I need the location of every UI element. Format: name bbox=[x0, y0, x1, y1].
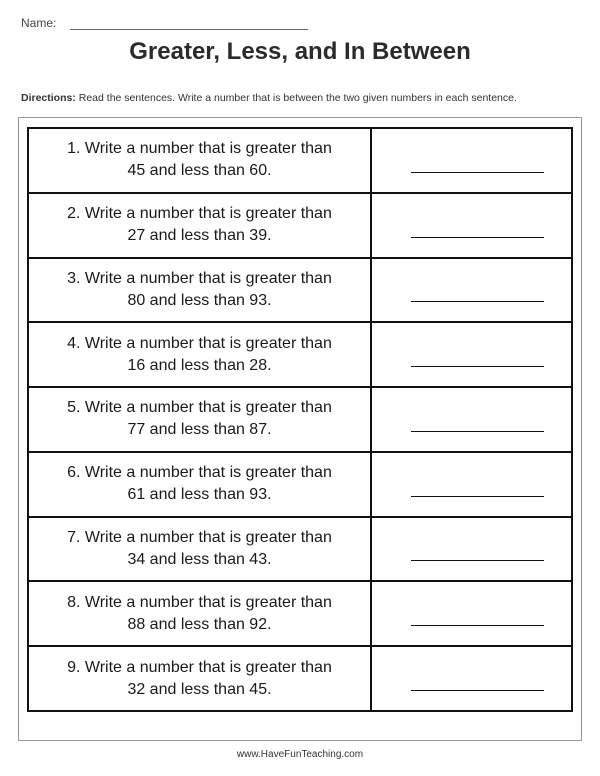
question-line-2: 27 and less than 39. bbox=[127, 227, 272, 245]
answer-cell[interactable] bbox=[371, 387, 572, 452]
name-label: Name: bbox=[21, 16, 57, 30]
answer-cell[interactable] bbox=[371, 517, 572, 582]
table-row bbox=[28, 646, 572, 711]
question-cell bbox=[28, 452, 371, 517]
question-line-2: 34 and less than 43. bbox=[127, 550, 272, 568]
question-line-2: 32 and less than 45. bbox=[127, 680, 272, 698]
question-cell bbox=[28, 646, 371, 711]
table-row bbox=[28, 581, 572, 646]
question-line-1: 8. Write a number that is greater than bbox=[67, 593, 332, 611]
answer-cell[interactable] bbox=[371, 646, 572, 711]
directions-label: Directions: bbox=[21, 92, 76, 104]
footer-site: www.HaveFunTeaching.com bbox=[236, 749, 364, 760]
table-row bbox=[28, 258, 572, 323]
question-line-1: 2. Write a number that is greater than bbox=[67, 205, 332, 223]
question-line-1: 9. Write a number that is greater than bbox=[67, 658, 332, 676]
directions bbox=[21, 92, 517, 104]
answer-blank-line bbox=[411, 496, 544, 497]
name-row bbox=[21, 16, 308, 30]
question-cell bbox=[28, 517, 371, 582]
answer-blank-line bbox=[411, 237, 544, 238]
question-line-2: 80 and less than 93. bbox=[127, 291, 272, 309]
table-row bbox=[28, 452, 572, 517]
answer-blank-line bbox=[411, 301, 544, 302]
answer-blank-line bbox=[411, 431, 544, 432]
name-blank-line bbox=[70, 17, 308, 30]
question-cell bbox=[28, 258, 371, 323]
worksheet-title: Greater, Less, and In Between bbox=[129, 38, 471, 65]
answer-cell[interactable] bbox=[371, 581, 572, 646]
question-cell bbox=[28, 193, 371, 258]
answer-cell[interactable] bbox=[371, 322, 572, 387]
answer-cell[interactable] bbox=[371, 258, 572, 323]
answer-blank-line bbox=[411, 625, 544, 626]
question-line-1: 3. Write a number that is greater than bbox=[67, 269, 332, 287]
question-line-1: 6. Write a number that is greater than bbox=[67, 464, 332, 482]
question-line-1: 1. Write a number that is greater than bbox=[67, 140, 332, 158]
table-row bbox=[28, 322, 572, 387]
table-row bbox=[28, 193, 572, 258]
answer-blank-line bbox=[411, 690, 544, 691]
answer-blank-line bbox=[411, 366, 544, 367]
question-line-1: 5. Write a number that is greater than bbox=[67, 399, 332, 417]
answer-cell[interactable] bbox=[371, 128, 572, 193]
table-row bbox=[28, 387, 572, 452]
question-cell bbox=[28, 387, 371, 452]
question-cell bbox=[28, 322, 371, 387]
question-line-2: 16 and less than 28. bbox=[127, 356, 272, 374]
table-row bbox=[28, 128, 572, 193]
question-line-1: 4. Write a number that is greater than bbox=[67, 334, 332, 352]
question-cell bbox=[28, 128, 371, 193]
answer-cell[interactable] bbox=[371, 452, 572, 517]
question-line-2: 61 and less than 93. bbox=[127, 486, 272, 504]
directions-text: Read the sentences. Write a number that is between the two given numbers in each sentence. bbox=[75, 92, 517, 104]
question-line-2: 77 and less than 87. bbox=[127, 421, 272, 439]
question-cell bbox=[28, 581, 371, 646]
question-line-2: 88 and less than 92. bbox=[127, 615, 272, 633]
answer-blank-line bbox=[411, 560, 544, 561]
question-line-2: 45 and less than 60. bbox=[127, 162, 272, 180]
table-row bbox=[28, 517, 572, 582]
answer-blank-line bbox=[411, 172, 544, 173]
question-table bbox=[27, 127, 573, 712]
answer-cell[interactable] bbox=[371, 193, 572, 258]
question-line-1: 7. Write a number that is greater than bbox=[67, 528, 332, 546]
